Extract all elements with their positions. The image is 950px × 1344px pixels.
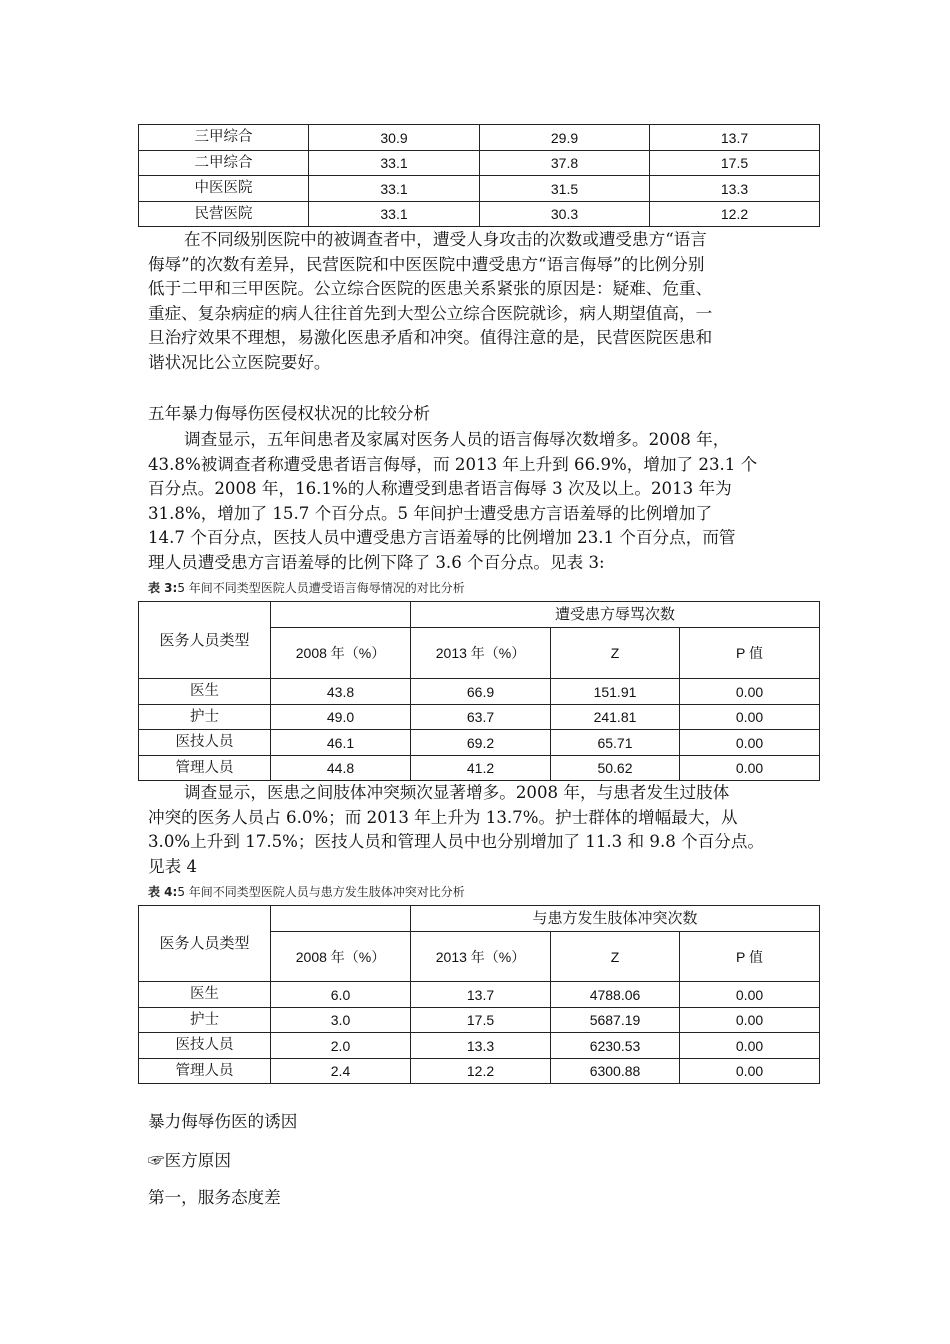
value-cell: 66.9 [411, 679, 551, 705]
verbal-insult-table [138, 601, 820, 781]
value-cell: 13.7 [411, 982, 551, 1008]
value-cell: 12.2 [411, 1059, 551, 1084]
value-cell: 12.2 [650, 202, 820, 227]
staff-type-cell: 护士 [139, 705, 271, 730]
hospital-type-cell: 中医医院 [139, 176, 309, 202]
paragraph-line: 3.0%上升到 17.5%；医技人员和管理人员中也分别增加了 11.3 和 9.8 个百分点。 [148, 832, 765, 852]
subheading-service-attitude: 第一，服务态度差 [148, 1188, 281, 1207]
table-row [139, 982, 820, 1008]
caption-label: 表 4: [148, 885, 178, 899]
year-2008-header: 2008 年（%） [271, 932, 411, 982]
value-cell: 0.00 [680, 679, 820, 705]
year-2013-header: 2013 年（%） [411, 932, 551, 982]
table-header-row [139, 906, 820, 932]
value-cell: 0.00 [680, 705, 820, 730]
value-cell: 33.1 [309, 176, 480, 202]
value-cell: 33.1 [309, 151, 480, 176]
staff-type-cell: 管理人员 [139, 756, 271, 781]
value-cell: 50.62 [551, 756, 680, 781]
caption-text: 5 年间不同类型医院人员与患方发生肢体冲突对比分析 [177, 885, 465, 899]
staff-type-header: 医务人员类型 [139, 602, 271, 679]
table-row [139, 125, 820, 151]
value-cell: 241.81 [551, 705, 680, 730]
paragraph-line: 理人员遭受患方言语羞辱的比例下降了 3.6 个百分点。见表 3: [148, 552, 605, 572]
value-cell: 5687.19 [551, 1008, 680, 1033]
hospital-type-cell: 民营医院 [139, 202, 309, 227]
table-row [139, 176, 820, 202]
table-row [139, 1033, 820, 1059]
value-cell: 3.0 [271, 1008, 411, 1033]
section-heading: 暴力侮辱伤医的诱因 [148, 1112, 298, 1131]
paragraph-line: 见表 4 [148, 856, 198, 876]
value-cell: 46.1 [271, 730, 411, 756]
table-row [139, 1008, 820, 1033]
hospital-type-cell: 三甲综合 [139, 125, 309, 151]
paragraph-line: 43.8%被调查者称遭受患者语言侮辱，而 2013 年上升到 66.9%，增加了 23.1 个 [148, 454, 758, 474]
value-cell: 13.3 [411, 1033, 551, 1059]
value-cell: 0.00 [680, 1033, 820, 1059]
staff-type-header: 医务人员类型 [139, 906, 271, 982]
caption-text: 5 年间不同类型医院人员遭受语言侮辱情况的对比分析 [177, 581, 465, 595]
paragraph-line: 低于二甲和三甲医院。公立综合医院的医患关系紧张的原因是：疑难、危重、 [148, 279, 713, 299]
value-cell: 29.9 [480, 125, 650, 151]
paragraph-line: 重症、复杂病症的病人往往首先到大型公立综合医院就诊，病人期望值高，一 [148, 303, 713, 323]
blank-header-cell [271, 602, 411, 628]
z-header: Z [551, 932, 680, 982]
value-cell: 69.2 [411, 730, 551, 756]
paragraph-verbal-insult [148, 428, 808, 576]
table-row [139, 730, 820, 756]
caption-label: 表 3: [148, 581, 178, 595]
value-cell: 151.91 [551, 679, 680, 705]
value-cell: 0.00 [680, 730, 820, 756]
value-cell: 6.0 [271, 982, 411, 1008]
paragraph-physical-conflict [148, 781, 808, 879]
p-value-header: P 值 [680, 628, 820, 679]
paragraph-line: 14.7 个百分点，医技人员中遭受患方言语羞辱的比例增加 23.1 个百分点，而管 [148, 528, 736, 548]
value-cell: 13.3 [650, 176, 820, 202]
staff-type-cell: 医技人员 [139, 1033, 271, 1059]
value-cell: 49.0 [271, 705, 411, 730]
staff-type-cell: 管理人员 [139, 1059, 271, 1084]
year-2013-header: 2013 年（%） [411, 628, 551, 679]
value-cell: 0.00 [680, 756, 820, 781]
hospital-level-table [138, 124, 820, 227]
value-cell: 30.3 [480, 202, 650, 227]
section-heading: 五年暴力侮辱伤医侵权状况的比较分析 [148, 404, 431, 423]
paragraph-line: 在不同级别医院中的被调查者中，遭受人身攻击的次数或遭受患方“语言 [184, 230, 707, 249]
table-row [139, 1059, 820, 1084]
physical-conflict-table [138, 905, 820, 1084]
paragraph-line: 百分点。2008 年，16.1%的人称遭受到患者语言侮辱 3 次及以上。2013 年为 [148, 479, 732, 499]
table-row [139, 679, 820, 705]
value-cell: 65.71 [551, 730, 680, 756]
staff-type-cell: 医生 [139, 982, 271, 1008]
paragraph-hospital-levels [148, 228, 808, 376]
group-header: 遭受患方辱骂次数 [411, 602, 820, 628]
value-cell: 13.7 [650, 125, 820, 151]
paragraph-line: 谐状况比公立医院要好。 [148, 352, 331, 372]
value-cell: 4788.06 [551, 982, 680, 1008]
value-cell: 0.00 [680, 982, 820, 1008]
value-cell: 2.0 [271, 1033, 411, 1059]
group-header: 与患方发生肢体冲突次数 [411, 906, 820, 932]
staff-type-cell: 医技人员 [139, 730, 271, 756]
table-row [139, 756, 820, 781]
p-value-header: P 值 [680, 932, 820, 982]
staff-type-cell: 医生 [139, 679, 271, 705]
blank-header-cell [271, 906, 411, 932]
value-cell: 37.8 [480, 151, 650, 176]
value-cell: 2.4 [271, 1059, 411, 1084]
value-cell: 33.1 [309, 202, 480, 227]
value-cell: 31.5 [480, 176, 650, 202]
year-2008-header: 2008 年（%） [271, 628, 411, 679]
table-row [139, 202, 820, 227]
paragraph-line: 调查显示，五年间患者及家属对医务人员的语言侮辱次数增多。2008 年， [184, 430, 730, 449]
value-cell: 0.00 [680, 1059, 820, 1084]
subheading-medical-causes: ☞医方原因 [148, 1151, 231, 1170]
table-3-caption [148, 580, 465, 596]
table-row [139, 151, 820, 176]
value-cell: 30.9 [309, 125, 480, 151]
value-cell: 6230.53 [551, 1033, 680, 1059]
value-cell: 17.5 [650, 151, 820, 176]
table-row [139, 705, 820, 730]
paragraph-line: 调查显示，医患之间肢体冲突频次显著增多。2008 年，与患者发生过肢体 [184, 783, 730, 802]
table-header-row [139, 602, 820, 628]
value-cell: 6300.88 [551, 1059, 680, 1084]
staff-type-cell: 护士 [139, 1008, 271, 1033]
paragraph-line: 冲突的医务人员占 6.0%；而 2013 年上升为 13.7%。护士群体的增幅最大，从 [148, 807, 738, 827]
paragraph-line: 旦治疗效果不理想，易激化医患矛盾和冲突。值得注意的是，民营医院医患和 [148, 328, 713, 348]
value-cell: 43.8 [271, 679, 411, 705]
hospital-type-cell: 二甲综合 [139, 151, 309, 176]
paragraph-line: 31.8%，增加了 15.7 个百分点。5 年间护士遭受患方言语羞辱的比例增加了 [148, 503, 713, 523]
value-cell: 17.5 [411, 1008, 551, 1033]
value-cell: 63.7 [411, 705, 551, 730]
z-header: Z [551, 628, 680, 679]
value-cell: 41.2 [411, 756, 551, 781]
table-4-caption [148, 884, 465, 900]
paragraph-line: 侮辱”的次数有差异，民营医院和中医医院中遭受患方“语言侮辱”的比例分别 [148, 254, 705, 274]
value-cell: 0.00 [680, 1008, 820, 1033]
value-cell: 44.8 [271, 756, 411, 781]
